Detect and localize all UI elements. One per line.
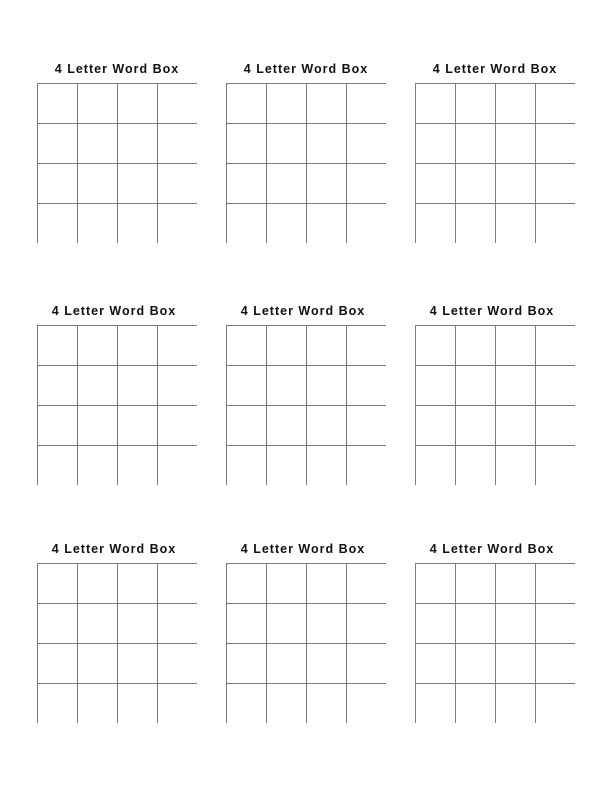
letter-cell — [37, 445, 77, 485]
letter-cell — [495, 365, 535, 405]
word-box-1 — [37, 61, 197, 243]
letter-cell — [306, 683, 346, 723]
letter-cell — [535, 123, 575, 163]
letter-cell — [455, 405, 495, 445]
letter-cell — [415, 683, 455, 723]
letter-cell — [37, 365, 77, 405]
letter-cell — [37, 603, 77, 643]
letter-cell — [77, 563, 117, 603]
letter-cell — [306, 203, 346, 243]
word-box-title: 4 Letter Word Box — [51, 542, 177, 556]
letter-cell — [117, 405, 157, 445]
letter-cell — [415, 325, 455, 365]
letter-cell — [37, 123, 77, 163]
letter-cell — [37, 563, 77, 603]
letter-cell — [346, 405, 386, 445]
letter-cell — [157, 445, 197, 485]
letter-cell — [455, 563, 495, 603]
letter-cell — [415, 563, 455, 603]
letter-cell — [346, 603, 386, 643]
letter-cell — [535, 405, 575, 445]
letter-cell — [266, 163, 306, 203]
letter-cell — [415, 83, 455, 123]
letter-grid — [226, 83, 386, 243]
letter-cell — [346, 563, 386, 603]
letter-cell — [266, 83, 306, 123]
letter-cell — [77, 445, 117, 485]
letter-cell — [266, 203, 306, 243]
letter-grid — [415, 563, 575, 723]
letter-cell — [77, 203, 117, 243]
letter-cell — [157, 643, 197, 683]
letter-cell — [346, 445, 386, 485]
letter-cell — [157, 603, 197, 643]
letter-cell — [415, 163, 455, 203]
letter-cell — [455, 163, 495, 203]
letter-grid — [226, 325, 386, 485]
letter-cell — [455, 365, 495, 405]
letter-cell — [226, 563, 266, 603]
letter-cell — [415, 365, 455, 405]
letter-cell — [455, 203, 495, 243]
word-box-title: 4 Letter Word Box — [429, 542, 555, 556]
letter-cell — [226, 405, 266, 445]
letter-cell — [495, 123, 535, 163]
letter-cell — [346, 365, 386, 405]
letter-cell — [415, 123, 455, 163]
letter-cell — [226, 643, 266, 683]
letter-cell — [226, 163, 266, 203]
letter-cell — [157, 563, 197, 603]
letter-cell — [346, 163, 386, 203]
letter-cell — [535, 643, 575, 683]
letter-cell — [117, 603, 157, 643]
letter-cell — [266, 643, 306, 683]
letter-cell — [266, 683, 306, 723]
word-box-title: 4 Letter Word Box — [240, 542, 366, 556]
letter-cell — [157, 163, 197, 203]
letter-cell — [306, 83, 346, 123]
letter-cell — [226, 83, 266, 123]
letter-cell — [306, 445, 346, 485]
letter-cell — [157, 123, 197, 163]
letter-cell — [77, 405, 117, 445]
letter-cell — [535, 563, 575, 603]
letter-cell — [346, 83, 386, 123]
letter-cell — [535, 83, 575, 123]
letter-cell — [495, 603, 535, 643]
letter-cell — [535, 445, 575, 485]
letter-cell — [117, 123, 157, 163]
letter-cell — [77, 643, 117, 683]
letter-grid — [226, 563, 386, 723]
letter-cell — [157, 83, 197, 123]
letter-cell — [306, 163, 346, 203]
letter-cell — [415, 203, 455, 243]
letter-cell — [226, 445, 266, 485]
letter-cell — [266, 405, 306, 445]
letter-cell — [346, 643, 386, 683]
letter-cell — [77, 683, 117, 723]
letter-cell — [37, 643, 77, 683]
letter-cell — [77, 163, 117, 203]
letter-cell — [117, 365, 157, 405]
letter-cell — [266, 603, 306, 643]
letter-grid — [37, 325, 197, 485]
letter-cell — [306, 365, 346, 405]
letter-cell — [455, 83, 495, 123]
word-box-2 — [226, 61, 386, 243]
letter-cell — [226, 603, 266, 643]
letter-cell — [37, 405, 77, 445]
letter-cell — [266, 563, 306, 603]
letter-cell — [346, 325, 386, 365]
letter-cell — [455, 643, 495, 683]
letter-cell — [495, 683, 535, 723]
letter-cell — [117, 83, 157, 123]
word-box-title: 4 Letter Word Box — [429, 304, 555, 318]
letter-cell — [266, 445, 306, 485]
letter-cell — [77, 603, 117, 643]
word-box-7 — [37, 541, 197, 723]
letter-cell — [157, 683, 197, 723]
letter-cell — [37, 683, 77, 723]
letter-cell — [415, 643, 455, 683]
letter-cell — [157, 405, 197, 445]
word-box-8 — [226, 541, 386, 723]
letter-cell — [535, 203, 575, 243]
letter-cell — [455, 123, 495, 163]
word-box-9 — [415, 541, 575, 723]
letter-cell — [495, 83, 535, 123]
letter-cell — [37, 325, 77, 365]
letter-cell — [455, 683, 495, 723]
letter-cell — [117, 563, 157, 603]
letter-cell — [346, 203, 386, 243]
letter-cell — [226, 683, 266, 723]
letter-cell — [306, 123, 346, 163]
word-box-title: 4 Letter Word Box — [432, 62, 558, 76]
letter-cell — [226, 325, 266, 365]
letter-cell — [306, 405, 346, 445]
letter-cell — [37, 203, 77, 243]
letter-cell — [117, 203, 157, 243]
letter-cell — [157, 203, 197, 243]
letter-cell — [495, 325, 535, 365]
letter-cell — [495, 563, 535, 603]
letter-cell — [77, 365, 117, 405]
letter-cell — [495, 163, 535, 203]
letter-cell — [346, 123, 386, 163]
word-box-5 — [226, 303, 386, 485]
letter-cell — [535, 603, 575, 643]
letter-cell — [535, 163, 575, 203]
letter-cell — [37, 83, 77, 123]
letter-cell — [306, 563, 346, 603]
letter-cell — [117, 325, 157, 365]
letter-cell — [77, 83, 117, 123]
letter-cell — [306, 603, 346, 643]
letter-cell — [415, 445, 455, 485]
word-box-3 — [415, 61, 575, 243]
letter-cell — [455, 325, 495, 365]
letter-cell — [226, 123, 266, 163]
letter-cell — [117, 683, 157, 723]
letter-cell — [495, 643, 535, 683]
letter-cell — [266, 325, 306, 365]
letter-cell — [266, 365, 306, 405]
letter-grid — [37, 83, 197, 243]
letter-cell — [455, 445, 495, 485]
word-box-6 — [415, 303, 575, 485]
letter-cell — [495, 405, 535, 445]
letter-cell — [306, 325, 346, 365]
word-box-4 — [37, 303, 197, 485]
letter-cell — [226, 365, 266, 405]
letter-cell — [117, 445, 157, 485]
letter-grid — [415, 83, 575, 243]
letter-cell — [415, 405, 455, 445]
letter-cell — [535, 365, 575, 405]
word-box-title: 4 Letter Word Box — [240, 304, 366, 318]
word-box-title: 4 Letter Word Box — [54, 62, 180, 76]
letter-cell — [535, 325, 575, 365]
word-box-title: 4 Letter Word Box — [243, 62, 369, 76]
letter-cell — [226, 203, 266, 243]
word-box-title: 4 Letter Word Box — [51, 304, 177, 318]
letter-cell — [157, 325, 197, 365]
letter-cell — [495, 445, 535, 485]
letter-cell — [77, 325, 117, 365]
letter-grid — [37, 563, 197, 723]
letter-cell — [37, 163, 77, 203]
letter-cell — [535, 683, 575, 723]
letter-cell — [266, 123, 306, 163]
letter-cell — [157, 365, 197, 405]
letter-cell — [495, 203, 535, 243]
letter-grid — [415, 325, 575, 485]
letter-cell — [415, 603, 455, 643]
letter-cell — [117, 163, 157, 203]
letter-cell — [117, 643, 157, 683]
letter-cell — [77, 123, 117, 163]
letter-cell — [346, 683, 386, 723]
letter-cell — [306, 643, 346, 683]
letter-cell — [455, 603, 495, 643]
